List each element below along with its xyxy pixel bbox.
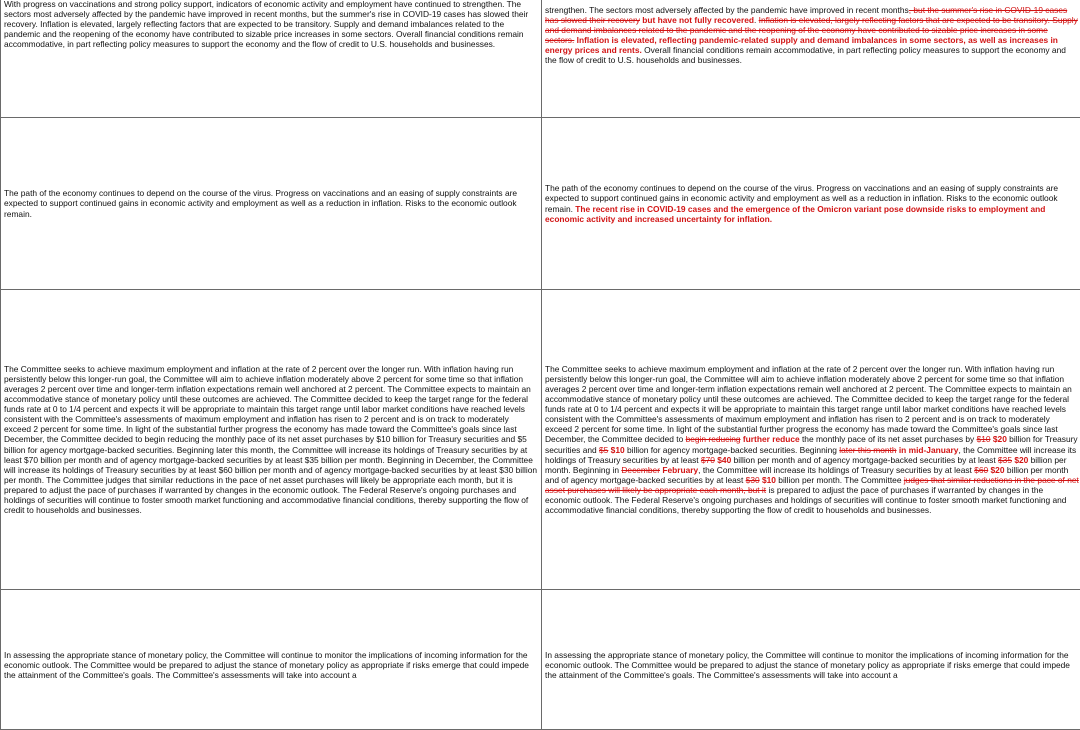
inserted-text: in mid-January — [899, 445, 959, 455]
deleted-text: December — [621, 465, 660, 475]
inserted-text: $10 — [762, 475, 776, 485]
unchanged-text: billion per month. The Committee — [776, 475, 904, 485]
table-row — [1, 0, 1080, 118]
deleted-text: later this month — [839, 445, 896, 455]
previous-paragraph-3: The Committee seeks to achieve maximum employment and inflation at the rate of 2 percent over the longer run. With inflation having run persistently below this longer-run goal, the Committee will aim to achieve inflation moderately above 2 percent for some time so that inflation averages 2 percent over time and longer-term inflation expectations remain well anchored at 2 percent. The Committee expects to maintain an accommodative stance of monetary policy until these outcomes are achieved. The Committee decided to keep the target range for the federal funds rate at 0 to 1/4 percent and expects it will be appropriate to maintain this target range until labor market conditions have reached levels consistent with the Committee's assessments of maximum employment and inflation has risen to 2 percent and is on track to moderately exceed 2 percent for some time. In light of the substantial further progress the economy has made toward the Committee's goals since last December, the Committee decided to begin reducing the monthly pace of its net asset purchases by $10 billion for Treasury securities and $5 billion for agency mortgage-backed securities. Beginning later this month, the Committee will increase its holdings of Treasury securities by at least $70 billion per month and of agency mortgage-backed securities by at least $35 billion per month. Beginning in December, the Committee will increase its holdings of Treasury securities by at least $60 billion per month and of agency mortgage-backed securities by at least $30 billion per month. The Committee judges that similar reductions in the pace of net asset purchases will likely be appropriate each month, but it is prepared to adjust the pace of purchases if warranted by changes in the economic outlook. The Federal Reserve's ongoing purchases and holdings of securities will continue to foster smooth market functioning and accommodative financial conditions, thereby supporting the flow of credit to households and businesses. — [4, 364, 538, 515]
deleted-text: Inflation is elevated, largely reflecting factors that are expected to be transitory. Supply and demand imbalances related to the pandemic and the reopening of the economy have contributed to sizable price increases in some sectors. — [545, 15, 1078, 45]
current-paragraph-3 — [545, 364, 1079, 515]
previous-statement-cell — [1, 590, 542, 730]
inserted-text: $20 — [993, 434, 1007, 444]
current-statement-cell — [542, 290, 1080, 590]
current-statement-cell — [542, 118, 1080, 290]
previous-statement-cell — [1, 118, 542, 290]
previous-statement-cell — [1, 290, 542, 590]
unchanged-text: is prepared to adjust the pace of purchases if warranted by changes in the economic outlook. The Federal Reserve's ongoing purchases and holdings of securities will continue to foster smooth market functioning and accommodative financial conditions, thereby supporting the flow of credit to households and businesses. — [545, 485, 1066, 515]
deleted-text: judges that similar reductions in the pace of net asset purchases will likely be appropriate each month, but it — [545, 475, 1079, 495]
unchanged-text: Overall financial conditions remain accommodative, in part reflecting policy measures to support the economy and the flow of credit to U.S. households and businesses. — [545, 45, 1066, 65]
unchanged-text: billion for agency mortgage-backed securities. Beginning — [625, 445, 840, 455]
table-row — [1, 290, 1080, 590]
current-statement-cell — [542, 590, 1080, 730]
deleted-text: $35 — [998, 455, 1012, 465]
unchanged-text: , the Committee will increase its holdings of Treasury securities by at least — [545, 445, 1076, 465]
unchanged-text: billion per month. Beginning in — [545, 455, 1067, 475]
unchanged-text: billion per month and of agency mortgage-backed securities by at least — [545, 465, 1068, 485]
previous-statement-cell — [1, 0, 542, 118]
inserted-text: $40 — [717, 455, 731, 465]
current-paragraph-2 — [545, 183, 1079, 223]
inserted-text: Inflation is elevated, reflecting pandemic-related supply and demand imbalances in some sectors, as well as increases in energy prices and rents. — [545, 35, 1058, 55]
deleted-text: begin reducing — [686, 434, 741, 444]
unchanged-text: The Committee seeks to achieve maximum employment and inflation at the rate of 2 percent over the longer run. With inflation having run persistently below this longer-run goal, the Committee will aim to achieve inflation moderately above 2 percent for some time so that inflation averages 2 percent over time and longer-term inflation expectations remain well anchored at 2 percent. The Committee expects to maintain an accommodative stance of monetary policy until these outcomes are achieved. The Committee decided to keep the target range for the federal funds rate at 0 to 1/4 percent and expects it will be appropriate to maintain this target range until labor market conditions have reached levels consistent with the Committee's assessments of maximum employment and inflation has risen to 2 percent and is on track to moderately exceed 2 percent for some time. In light of the substantial further progress the economy has made toward the Committee's goals since last December, the Committee decided to — [545, 364, 1072, 445]
inserted-text: but have not fully recovered — [640, 15, 754, 25]
previous-paragraph-2: The path of the economy continues to depend on the course of the virus. Progress on vaccinations and an easing of supply constraints are expected to support continued gains in economic activity and employment as well as a reduction in inflation. Risks to the economic outlook remain. — [4, 188, 538, 218]
table-row — [1, 590, 1080, 730]
current-statement-cell — [542, 0, 1080, 118]
inserted-text: $20 — [1014, 455, 1028, 465]
inserted-text: further reduce — [743, 434, 800, 444]
unchanged-text: the monthly pace of its net asset purchases by — [800, 434, 977, 444]
current-paragraph-4: In assessing the appropriate stance of monetary policy, the Committee will continue to monitor the implications of incoming information for the economic outlook. The Committee would be prepared to adjust the stance of monetary policy as appropriate if risks emerge that could impede the attainment of the Committee's goals. The Committee's assessments will take into account a — [545, 650, 1079, 680]
unchanged-text: , the Committee will increase its holdings of Treasury securities by at least — [698, 465, 974, 475]
previous-paragraph-4: In assessing the appropriate stance of monetary policy, the Committee will continue to monitor the implications of incoming information for the economic outlook. The Committee would be prepared to adjust the stance of monetary policy as appropriate if risks emerge that could impede the attainment of the Committee's goals. The Committee's assessments will take into account a — [4, 650, 538, 680]
deleted-text: $70 — [701, 455, 715, 465]
inserted-text: February — [662, 465, 698, 475]
inserted-text: $10 — [611, 445, 625, 455]
unchanged-text: The path of the economy continues to depend on the course of the virus. Progress on vaccinations and an easing of supply constraints are expected to support continued gains in economic activity and employment as well as a reduction in inflation. Risks to the economic outlook remain. — [545, 183, 1058, 213]
deleted-text: $60 — [974, 465, 988, 475]
deleted-text: $10 — [977, 434, 991, 444]
deleted-text: $5 — [599, 445, 608, 455]
unchanged-text: strengthen. The sectors most adversely affected by the pandemic have improved in recent months — [545, 5, 909, 15]
unchanged-text: . — [754, 15, 759, 25]
table-row — [1, 118, 1080, 290]
deleted-text: , but the summer's rise in COVID-19 cases has slowed their recovery — [545, 5, 1067, 25]
deleted-text: $30 — [746, 475, 760, 485]
unchanged-text: billion for Treasury securities and — [545, 434, 1078, 454]
previous-paragraph-1: With progress on vaccinations and strong policy support, indicators of economic activity and employment have continued to strengthen. The sectors most adversely affected by the pandemic have improved in recent months, but the summer's rise in COVID-19 cases has slowed their recovery. Inflation is elevated, largely reflecting factors that are expected to be transitory. Supply and demand imbalances related to the pandemic and the reopening of the economy have contributed to sizable price increases in some sectors. Overall financial conditions remain accommodative, in part reflecting policy measures to support the economy and the flow of credit to U.S. households and businesses. — [4, 0, 538, 49]
current-paragraph-1 — [545, 5, 1079, 66]
unchanged-text: billion per month and of agency mortgage-backed securities by at least — [731, 455, 998, 465]
inserted-text: The recent rise in COVID-19 cases and the emergence of the Omicron variant pose downside risks to employment and economic activity and increased uncertainty for inflation. — [545, 204, 1045, 224]
inserted-text: $20 — [991, 465, 1005, 475]
